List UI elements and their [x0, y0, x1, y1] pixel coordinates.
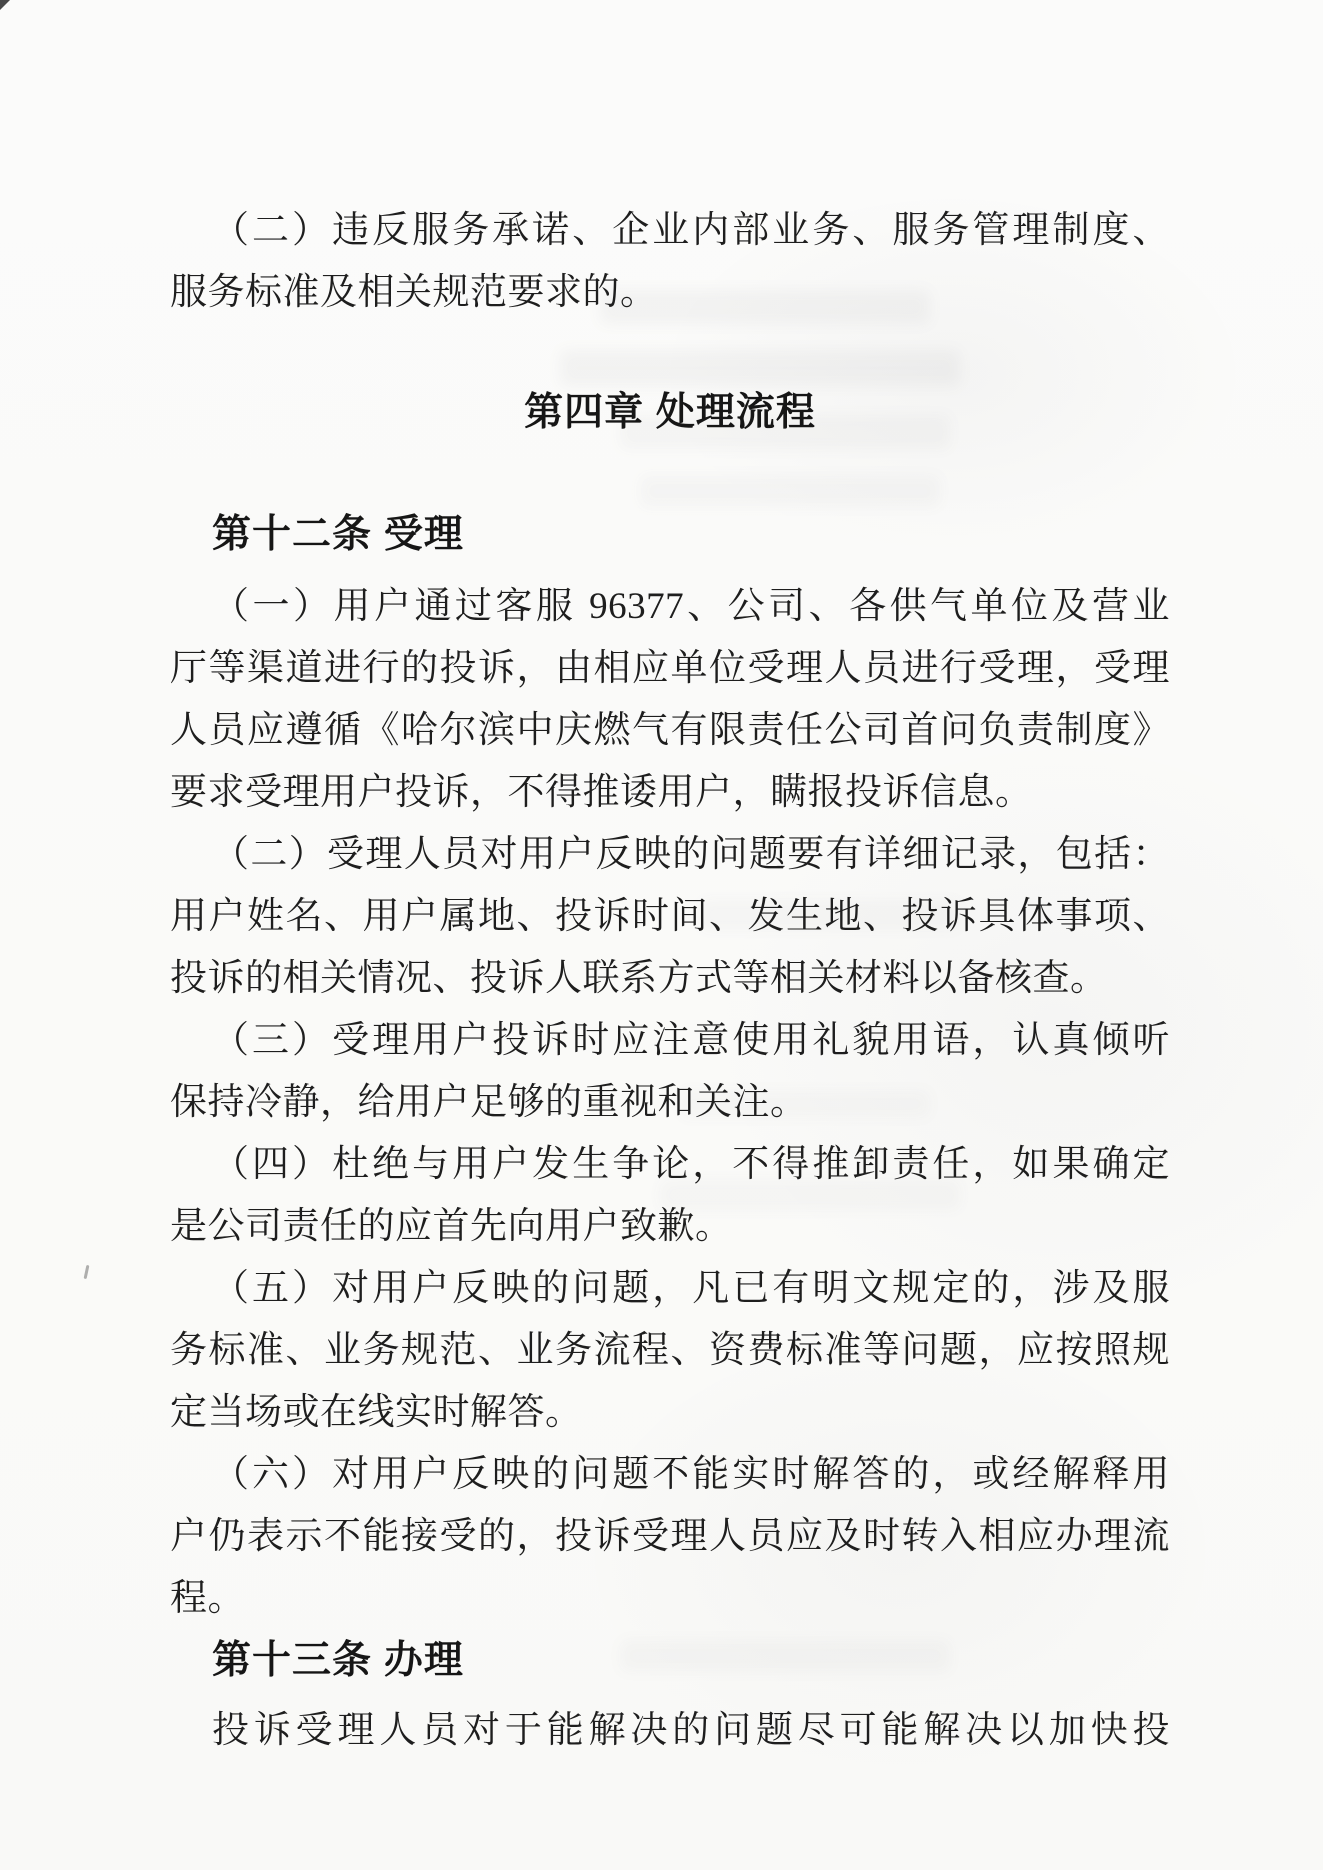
paragraph-line: 人员应遵循《哈尔滨中庆燃气有限责任公司首问负责制度》 — [170, 710, 1170, 751]
paragraph-line: 务标准、业务规范、业务流程、资费标准等问题，应按照规 — [170, 1330, 1170, 1371]
paragraph-first-line: （五）对用户反映的问题，凡已有明文规定的，涉及服 — [212, 1268, 1170, 1309]
scan-corner-artifact — [0, 0, 10, 10]
paragraph-first-line: （一）用户通过客服 96377、公司、各供气单位及营业 — [212, 586, 1170, 627]
paragraph-line: 服务标准及相关规范要求的。 — [170, 272, 658, 313]
paragraph-line: 是公司责任的应首先向用户致歉。 — [170, 1206, 733, 1247]
paragraph-line: 投诉的相关情况、投诉人联系方式等相关材料以备核查。 — [170, 958, 1108, 999]
paragraph-line: 厅等渠道进行的投诉，由相应单位受理人员进行受理，受理 — [170, 648, 1170, 689]
paragraph-line: 户仍表示不能接受的，投诉受理人员应及时转入相应办理流 — [170, 1516, 1170, 1557]
paragraph-line: 要求受理用户投诉，不得推诿用户，瞒报投诉信息。 — [170, 772, 1033, 813]
paragraph-first-line: （二）受理人员对用户反映的问题要有详细记录，包括： — [212, 834, 1170, 875]
paragraph-first-line: （四）杜绝与用户发生争论，不得推卸责任，如果确定 — [212, 1144, 1170, 1185]
paragraph-first-line: （三）受理用户投诉时应注意使用礼貌用语，认真倾听 — [212, 1020, 1170, 1061]
paragraph-first-line: （六）对用户反映的问题不能实时解答的，或经解释用 — [212, 1454, 1170, 1495]
paragraph-line: 用户姓名、用户属地、投诉时间、发生地、投诉具体事项、 — [170, 896, 1170, 937]
scan-stray-mark — [84, 1265, 90, 1279]
paragraph-first-line: （二）违反服务承诺、企业内部业务、服务管理制度、 — [212, 210, 1170, 251]
paragraph-line: 程。 — [170, 1578, 245, 1619]
paragraph-first-line: 投诉受理人员对于能解决的问题尽可能解决以加快投 — [212, 1710, 1170, 1751]
text-column — [170, 0, 1170, 1762]
paragraph-line: 保持冷静，给用户足够的重视和关注。 — [170, 1082, 808, 1123]
article-12-heading: 第十二条 受理 — [212, 513, 464, 556]
chapter-heading: 第四章 处理流程 — [524, 391, 816, 434]
article-13-heading: 第十三条 办理 — [212, 1639, 464, 1682]
paragraph-line: 定当场或在线实时解答。 — [170, 1392, 583, 1433]
